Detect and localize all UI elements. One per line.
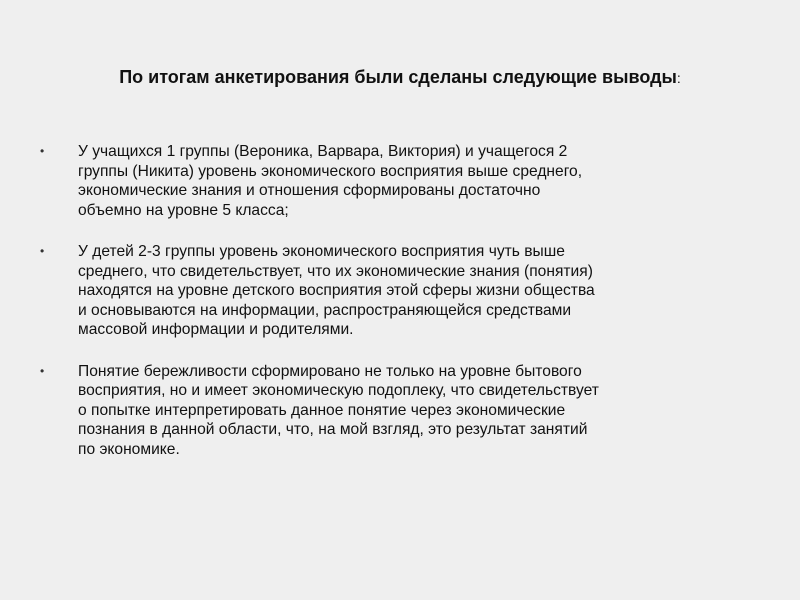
bullet-1-line-1: У учащихся 1 группы (Вероника, Варвара, Виктория) и учащегося 2 xyxy=(78,143,568,160)
slide-title-text: По итогам анкетирования были сделаны следующие выводы xyxy=(119,67,677,87)
slide-title xyxy=(40,66,760,89)
bullet-dot-icon: • xyxy=(40,363,45,378)
bullet-3-line-3: о попытке интерпретировать данное понятие через экономические xyxy=(78,401,566,419)
bullet-list xyxy=(40,142,760,481)
bullet-2-line-4: и основываются на информации, распространяющейся средствами xyxy=(78,301,572,319)
slide-title-colon: : xyxy=(676,70,681,86)
bullet-dot-icon: • xyxy=(40,144,45,158)
bullet-3-line-2: восприятия, но и имеет экономическую подоплеку, что свидетельствует xyxy=(78,382,599,399)
bullet-2-line-1: У детей 2-3 группы уровень экономического восприятия чуть выше xyxy=(78,243,565,260)
bullet-3-line-1: Понятие бережливости сформировано не только на уровне бытового xyxy=(78,362,582,380)
bullet-1-line-3: экономические знания и отношения сформированы достаточно xyxy=(78,182,541,199)
bullet-item-1 xyxy=(40,142,760,220)
bullet-item-2 xyxy=(40,242,760,340)
bullet-2-line-3: находятся на уровне детского восприятия этой сферы жизни общества xyxy=(78,282,595,299)
bullet-1-line-4: объемно на уровне 5 класса; xyxy=(78,201,289,219)
bullet-dot-icon: • xyxy=(40,244,45,258)
bullet-2-line-2: среднего, что свидетельствует, что их экономические знания (понятия) xyxy=(78,262,593,280)
bullet-1-line-2: группы (Никита) уровень экономического восприятия выше среднего, xyxy=(78,162,583,180)
bullet-item-3 xyxy=(40,362,760,460)
bullet-3-line-4: познания в данной области, что, на мой взгляд, это результат занятий xyxy=(78,421,588,438)
bullet-2-line-5: массовой информации и родителями. xyxy=(78,321,354,338)
bullet-3-line-5: по экономике. xyxy=(78,440,180,458)
